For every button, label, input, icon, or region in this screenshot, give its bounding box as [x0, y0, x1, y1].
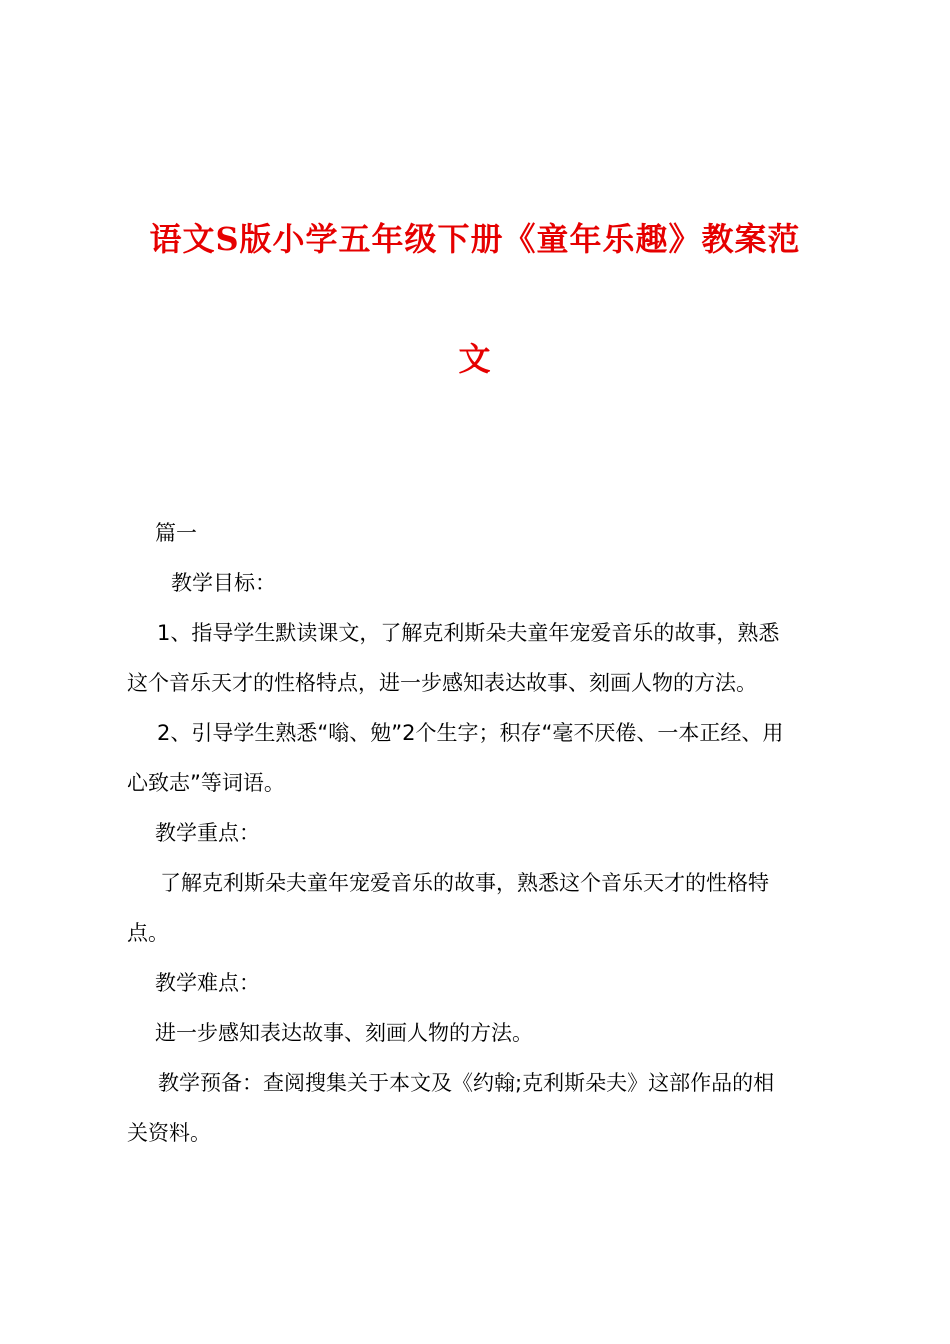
goal-2-paragraph — [127, 708, 832, 808]
document-title-line-2: 文 — [458, 340, 492, 378]
goal-1-paragraph — [127, 608, 832, 708]
preparation-line-1: 教学预备：查阅搜集关于本文及《约翰;克利斯朵夫》这部作品的相 — [158, 1071, 775, 1095]
preparation-line-2: 关资料。 — [127, 1121, 211, 1145]
section-label — [127, 508, 832, 558]
key-points-heading-text: 教学重点： — [155, 821, 260, 845]
goals-heading-text: 教学目标： — [171, 571, 276, 595]
difficulty-heading — [127, 958, 832, 1008]
goal-1-line-1: 1、指导学生默读课文，了解克利斯朵夫童年宠爱音乐的故事，熟悉 — [157, 621, 780, 645]
difficulty-paragraph — [127, 1008, 832, 1058]
goal-1-line-2: 这个音乐天才的性格特点，进一步感知表达故事、刻画人物的方法。 — [127, 671, 757, 695]
difficulty-heading-text: 教学难点： — [155, 971, 260, 995]
goal-2-line-2: 心致志”等词语。 — [127, 771, 285, 795]
key-points-heading — [127, 808, 832, 858]
goal-2-line-1: 2、引导学生熟悉“嗡、勉”2个生字；积存“毫不厌倦、一本正经、用 — [157, 721, 784, 745]
key-points-line-1: 了解克利斯朵夫童年宠爱音乐的故事，熟悉这个音乐天才的性格特 — [160, 871, 769, 895]
difficulty-text: 进一步感知表达故事、刻画人物的方法。 — [155, 1021, 533, 1045]
key-points-paragraph — [127, 858, 832, 958]
document-title-line-1: 语文S版小学五年级下册《童年乐趣》教案范 — [149, 220, 801, 258]
preparation-paragraph — [127, 1058, 832, 1158]
section-label-text: 篇一 — [155, 521, 197, 545]
goals-heading — [127, 558, 832, 608]
key-points-line-2: 点。 — [127, 921, 169, 945]
